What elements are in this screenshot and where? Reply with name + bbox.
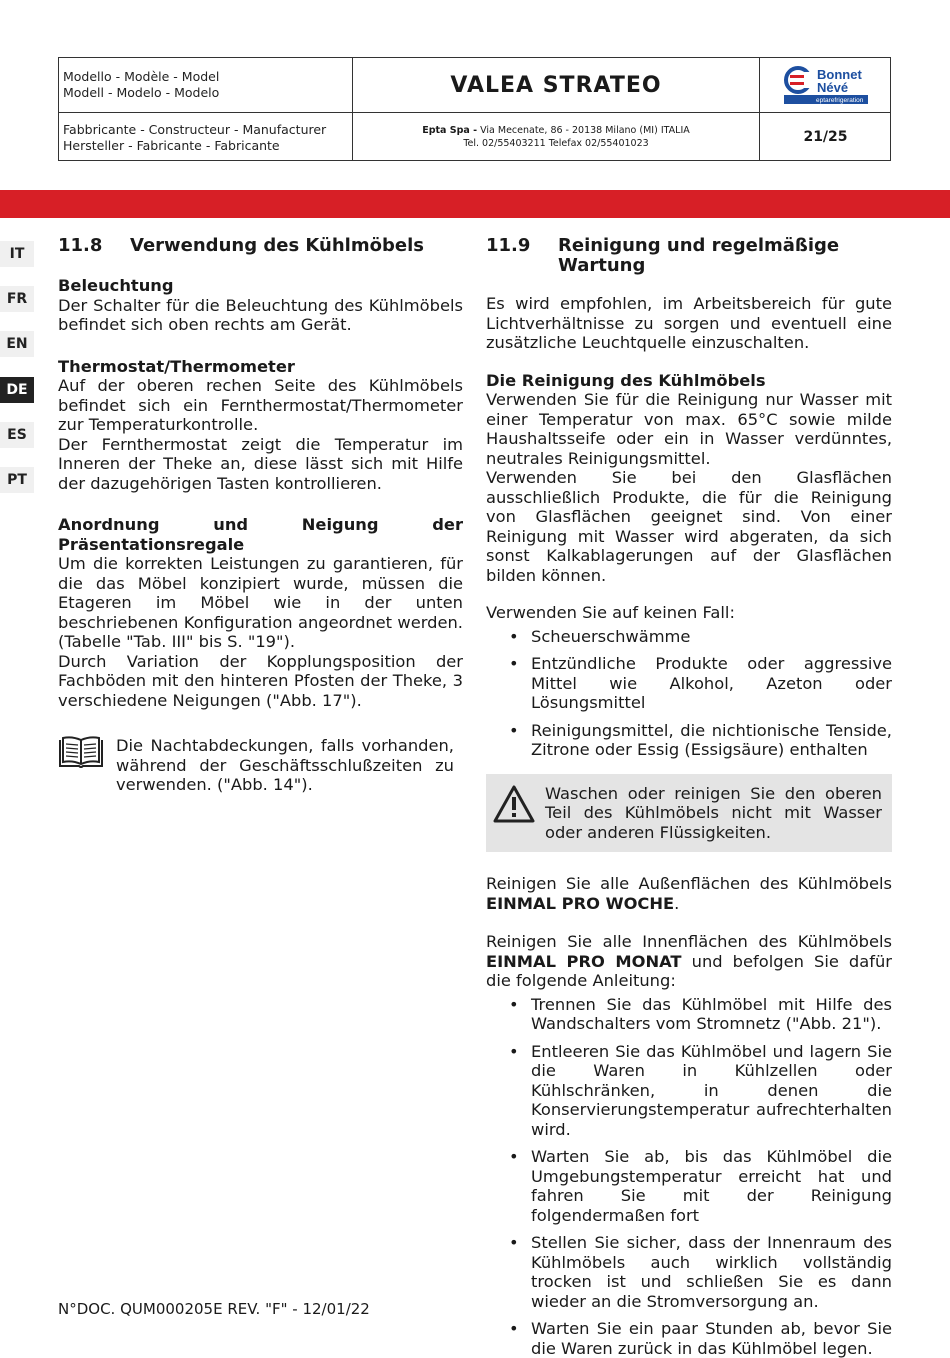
manufacturer-phone: Tel. 02/55403211 Telefax 02/55401023 xyxy=(463,137,648,150)
list-item: • Entleeren Sie das Kühlmöbel und lagern Sie die Waren in Kühlzellen oder Kühlschränken, in denen die Konservierungstemperatur aufrechterhalten wird. xyxy=(531,1042,892,1140)
lang-tab-de[interactable]: DE xyxy=(0,377,34,403)
lang-tab-es[interactable]: ES xyxy=(0,422,34,448)
model-title: VALEA STRATEO xyxy=(353,58,759,112)
note-text: Die Nachtabdeckungen, falls vorhanden, während der Geschäftsschlußzeiten zu verwenden. ("Abb. 14"). xyxy=(116,736,454,795)
manual-note xyxy=(58,736,463,795)
section-title: Verwendung des Kühlmöbels xyxy=(130,236,424,256)
model-label-line1: Modello - Modèle - Model xyxy=(63,69,219,85)
weekly-pre: Reinigen Sie alle Außenflächen des Kühlmöbels xyxy=(486,874,892,893)
manufacturer-name: Epta Spa - xyxy=(422,125,477,136)
thermostat-text-1: Auf der oberen rechen Seite des Kühlmöbels befindet sich ein Fernthermostat/Thermometer zur Temperaturkontrolle. xyxy=(58,376,463,435)
subheading-shelves-1: Anordnung und Neigung der xyxy=(58,515,463,535)
manufacturer-address: Via Mecenate, 86 - 20138 Milano (MI) ITALIA xyxy=(480,125,690,136)
weekly-cleaning-text xyxy=(486,874,892,913)
monthly-pre: Reinigen Sie alle Innenflächen des Kühlmöbels xyxy=(486,932,892,951)
warning-icon xyxy=(492,784,545,843)
warning-box xyxy=(486,774,892,853)
subheading-thermostat: Thermostat/Thermometer xyxy=(58,357,463,377)
left-column xyxy=(58,236,463,795)
thermostat-text-2: Der Fernthermostat zeigt die Temperatur im Inneren der Theke an, diese lässt sich mit Hilfe der dazugehörigen Tasten kontrollieren. xyxy=(58,435,463,494)
book-icon xyxy=(58,736,116,795)
subheading-cleaning: Die Reinigung des Kühlmöbels xyxy=(486,371,892,391)
cleaning-text-2: Verwenden Sie bei den Glasflächen ausschließlich Produkte, die für die Reinigung von Glasflächen geeignet sind. Von einer Reinigung mit Wasser wird abgeraten, da sich sonst Kalkablagerungen auf der Glasflächen bilden können. xyxy=(486,468,892,585)
list-item: • Reinigungsmittel, die nichtionische Tenside, Zitrone oder Essig (Essigsäure) enthalten xyxy=(531,721,892,760)
right-column xyxy=(486,236,892,1358)
model-label xyxy=(63,69,219,101)
monthly-post: und befolgen Sie dafür die folgende Anleitung: xyxy=(486,952,892,991)
lighting-text: Der Schalter für die Beleuchtung des Kühlmöbels befindet sich oben rechts am Gerät. xyxy=(58,296,463,335)
manufacturer-label xyxy=(63,122,326,154)
list-item: • Entzündliche Produkte oder aggressive Mittel wie Alkohol, Azeton oder Lösungsmittel xyxy=(531,654,892,713)
manufacturer-label-line1: Fabbricante - Constructeur - Manufacturer xyxy=(63,122,326,138)
model-label-line2: Modell - Modelo - Modelo xyxy=(63,85,219,101)
manufacturer-info xyxy=(353,113,759,161)
monthly-cleaning-text xyxy=(486,932,892,991)
weekly-frequency: EINMAL PRO WOCHE xyxy=(486,894,674,913)
document-header xyxy=(58,57,891,161)
logo-text-2: Névé xyxy=(817,80,848,95)
section-number: 11.8 xyxy=(58,236,130,256)
monthly-frequency: EINMAL PRO MONAT xyxy=(486,952,682,971)
list-item: • Warten Sie ab, bis das Kühlmöbel die Umgebungstemperatur erreicht hat und fahren Sie mit der Reinigung folgendermaßen fort xyxy=(531,1147,892,1225)
cleaning-steps-list xyxy=(486,995,892,1358)
logo-text-1: Bonnet xyxy=(817,67,862,82)
list-item: • Scheuerschwämme xyxy=(531,627,892,647)
lang-tab-en[interactable]: EN xyxy=(0,331,34,357)
subheading-shelves-2: Präsentationsregale xyxy=(58,535,463,555)
never-use-label: Verwenden Sie auf keinen Fall: xyxy=(486,603,892,623)
section-title: Reinigung und regelmäßige Wartung xyxy=(558,236,892,276)
manufacturer-label-line2: Hersteller - Fabricante - Fabricante xyxy=(63,138,326,154)
shelves-text-1: Um die korrekten Leistungen zu garantieren, für die das Möbel konzipiert wurde, müssen die Etageren im Möbel wie in der unten beschriebenen Konfiguration angeordnet werden. (Tabelle "Tab. III" bis S. "19"). xyxy=(58,554,463,652)
red-divider-band xyxy=(0,190,950,218)
lang-tab-it[interactable]: IT xyxy=(0,241,34,267)
intro-text: Es wird empfohlen, im Arbeitsbereich für gute Lichtverhältnisse zu sorgen und eventuell eine zusätzliche Leuchtquelle einzuschalten. xyxy=(486,294,892,353)
document-number-footer: N°DOC. QUM000205E REV. "F" - 12/01/22 xyxy=(58,1300,370,1318)
section-number: 11.9 xyxy=(486,236,558,276)
cleaning-text-1: Verwenden Sie für die Reinigung nur Wasser mit einer Temperatur von max. 65°C sowie milde Haushaltsseife oder ein in Wasser verdünntes, neutrales Reinigungsmittel. xyxy=(486,390,892,468)
page-number: 21/25 xyxy=(760,113,891,161)
list-item: • Warten Sie ein paar Stunden ab, bevor Sie die Waren zurück in das Kühlmöbel legen. xyxy=(531,1319,892,1358)
lang-tab-pt[interactable]: PT xyxy=(0,467,34,493)
logo-tag: eptarefrigeration xyxy=(816,97,864,104)
section-heading-11-8 xyxy=(58,236,463,256)
weekly-post: . xyxy=(674,894,679,913)
section-heading-11-9 xyxy=(486,236,892,276)
bonnet-neve-logo xyxy=(760,58,891,112)
list-item: • Trennen Sie das Kühlmöbel mit Hilfe des Wandschalters vom Stromnetz ("Abb. 21"). xyxy=(531,995,892,1034)
warning-text: Waschen oder reinigen Sie den oberen Teil des Kühlmöbels nicht mit Wasser oder anderen Flüssigkeiten. xyxy=(545,784,882,843)
subheading-lighting: Beleuchtung xyxy=(58,276,463,296)
lang-tab-fr[interactable]: FR xyxy=(0,286,34,312)
never-use-list xyxy=(486,627,892,760)
shelves-text-2: Durch Variation der Kopplungsposition der Fachböden mit den hinteren Pfosten der Theke, 3 verschiedene Neigungen ("Abb. 17"). xyxy=(58,652,463,711)
list-item: • Stellen Sie sicher, dass der Innenraum des Kühlmöbels auch wirklich vollständig trocken ist und schließen Sie es dann wieder an die Stromversorgung an. xyxy=(531,1233,892,1311)
